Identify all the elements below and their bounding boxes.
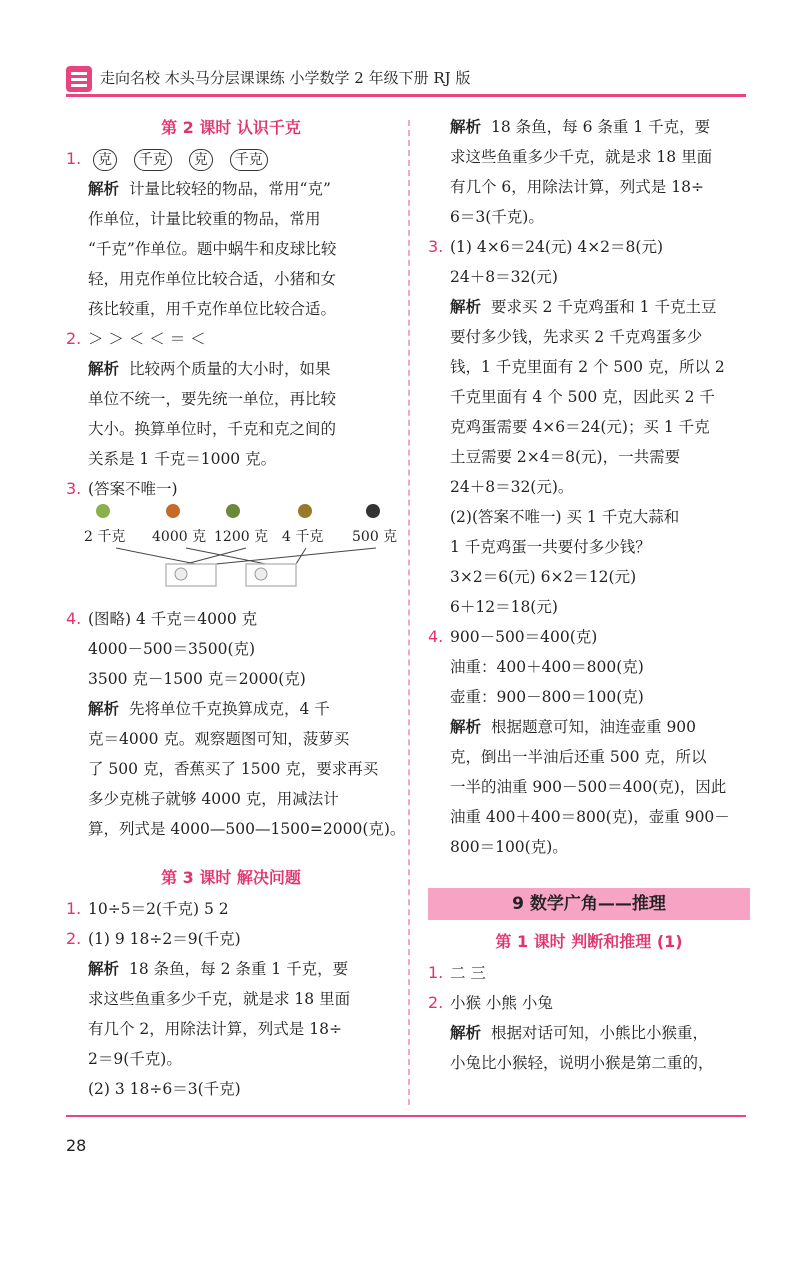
header-title: 走向名校 木头马分层课课练 小学数学 2 年级下册 RJ 版	[100, 69, 471, 87]
answer-circle: 千克	[134, 149, 172, 171]
answer-circle: 克	[189, 149, 213, 171]
explanation-line: 了 500 克，香蕉买了 1500 克，要求再买	[88, 760, 379, 778]
explanation: 解析 18 条鱼，每 6 条重 1 千克，要	[450, 118, 711, 136]
answer-line: 1 千克鸡蛋一共要付多少钱？	[450, 538, 651, 556]
matching-figure	[66, 504, 396, 604]
explanation-line: 克，倒出一半油后还重 500 克，所以	[450, 748, 707, 766]
explanation-line: 油重 400＋400＝800(克)，壶重 900－	[450, 808, 730, 826]
header-divider	[66, 94, 746, 97]
page-number: 28	[66, 1136, 87, 1155]
book-logo-icon	[66, 66, 92, 92]
question-3: 3. (1) 4×6＝24(元) 4×2＝8(元)	[428, 237, 664, 256]
explanation-line: 千克里面有 4 个 500 克，因此买 2 千	[450, 388, 715, 406]
explanation-line: 多少克桃子就够 4000 克，用减法计	[88, 790, 339, 808]
answer-line: 壶重：900－800＝100(克)	[450, 688, 644, 706]
explanation-line: 800＝100(克)。	[450, 838, 568, 856]
weight-label: 4000 克	[152, 529, 207, 545]
explanation-line: 大小。换算单位时，千克和克之间的	[88, 420, 337, 438]
explanation-line: 克鸡蛋需要 4×6＝24(元)；买 1 千克	[450, 418, 710, 436]
left-column	[66, 112, 406, 1104]
explanation-line: 有几个 6，用除法计算，列式是 18÷	[450, 178, 704, 196]
explanation: 解析 18 条鱼，每 2 条重 1 千克，要	[88, 960, 349, 978]
explanation-line: 单位不统一，要先统一单位，再比较	[88, 390, 337, 408]
column-separator	[408, 120, 410, 1105]
explanation: 解析 先将单位千克换算成克，4 千	[88, 700, 330, 718]
question-1: 1. 克 千克 克 千克	[66, 144, 396, 174]
answer-line: 油重：400＋400＝800(克)	[450, 658, 644, 676]
footer-divider	[66, 1115, 746, 1117]
answer-line: 24＋8＝32(元)	[450, 268, 558, 286]
page-header	[66, 64, 746, 92]
explanation-line: 关系是 1 千克＝1000 克。	[88, 450, 277, 468]
answer-line: 3×2＝6(元) 6×2＝12(元)	[450, 568, 637, 586]
explanation-line: 作单位，计量比较重的物品，常用	[88, 210, 321, 228]
section-title: 第 2 课时 认识千克	[161, 118, 301, 137]
explanation-line: 克＝4000 克。观察题图可知，菠萝买	[88, 730, 350, 748]
explanation: 解析 根据对话可知，小熊比小猴重，	[450, 1024, 709, 1042]
explanation-line: 土豆需要 2×4＝8(元)，一共需要	[450, 448, 681, 466]
question-3: 3. (答案不唯一)	[66, 479, 178, 498]
reasoning-2: 2. 小猴 小熊 小兔	[428, 993, 553, 1012]
answer-line: 6＋12＝18(元)	[450, 598, 558, 616]
weight-label: 1200 克	[214, 529, 269, 545]
question-4: 4. 900－500＝400(克)	[428, 627, 598, 646]
problem-2: 2. (1) 9 18÷2＝9(千克)	[66, 929, 241, 948]
section-title: 第 1 课时 判断和推理 (1)	[495, 932, 683, 951]
answer-line: 4000－500＝3500(克)	[88, 640, 256, 658]
explanation-line: 小兔比小猴轻，说明小猴是第二重的，	[450, 1054, 714, 1072]
explanation-line: 一半的油重 900－500＝400(克)，因此	[450, 778, 727, 796]
weight-label: 2 千克	[84, 529, 126, 545]
explanation-line: 钱，1 千克里面有 2 个 500 克，所以 2	[450, 358, 725, 376]
explanation-line: 算，列式是 4000—500—1500=2000(克)。	[88, 820, 406, 838]
problem-1: 1. 10÷5＝2(千克) 5 2	[66, 899, 229, 918]
reasoning-1: 1. 二 三	[428, 963, 486, 982]
explanation-line: 24＋8＝32(元)。	[450, 478, 574, 496]
explanation-line: 2＝9(千克)。	[88, 1050, 182, 1068]
explanation-line: 求这些鱼重多少千克，就是求 18 里面	[450, 148, 713, 166]
explanation-line: 要付多少钱，先求买 2 千克鸡蛋多少	[450, 328, 703, 346]
explanation: 解析 计量比较轻的物品，常用“克”	[88, 180, 331, 198]
explanation: 解析 要求买 2 千克鸡蛋和 1 千克土豆	[450, 298, 717, 316]
explanation-line: 有几个 2，用除法计算，列式是 18÷	[88, 1020, 342, 1038]
answer-line: (2)(答案不唯一) 买 1 千克大蒜和	[450, 508, 680, 526]
explanation-line: 求这些鱼重多少千克，就是求 18 里面	[88, 990, 351, 1008]
answer-circle: 克	[93, 149, 117, 171]
right-column	[428, 112, 750, 1078]
answer-line: 3500 克－1500 克＝2000(克)	[88, 670, 306, 688]
answer-circle: 千克	[230, 149, 268, 171]
explanation-line: 轻，用克作单位比较合适，小猪和女	[88, 270, 337, 288]
section-title: 第 3 课时 解决问题	[161, 868, 301, 887]
explanation: 解析 比较两个质量的大小时，如果	[88, 360, 331, 378]
explanation: 解析 根据题意可知，油连壶重 900	[450, 718, 697, 736]
connecting-lines	[66, 504, 396, 604]
unit-title-band: 9 数学广角——推理	[428, 888, 750, 920]
explanation-line: “千克”作单位。题中蜗牛和皮球比较	[88, 240, 337, 258]
explanation-line: 6＝3(千克)。	[450, 208, 544, 226]
explanation-line: 孩比较重，用千克作单位比较合适。	[88, 300, 337, 318]
weight-label: 500 克	[352, 529, 398, 545]
question-4: 4. (图略) 4 千克＝4000 克	[66, 609, 258, 628]
question-2: 2. ＞ ＞ ＜ ＜ ＝ ＜	[66, 329, 206, 348]
answer-line: (2) 3 18÷6＝3(千克)	[88, 1080, 241, 1098]
weight-label: 4 千克	[282, 529, 324, 545]
